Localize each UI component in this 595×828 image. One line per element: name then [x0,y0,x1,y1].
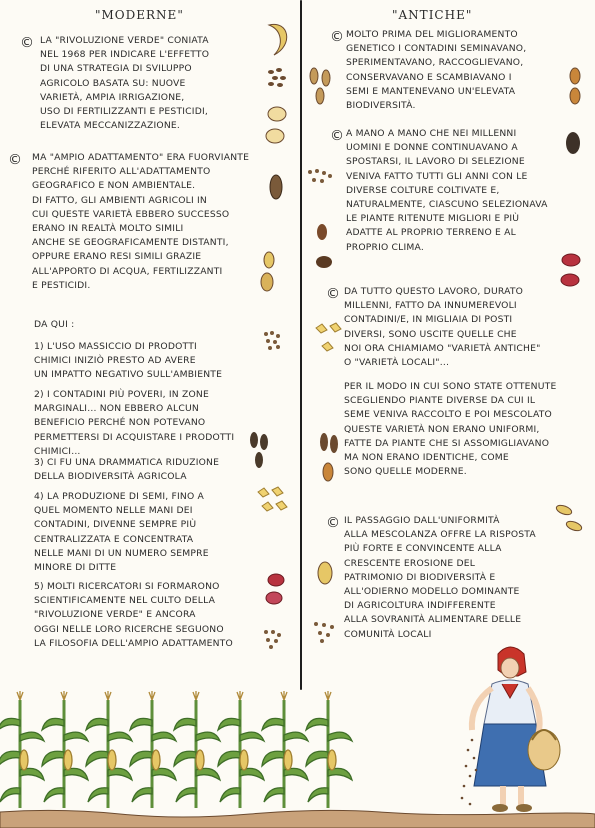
seed-icon [256,250,282,296]
antiche-paragraph-4: PER IL MODO IN CUI SONO STATE OTTENUTE SCEGLIENDO PIANTE DIVERSE DA CUI IL SEME VENIVA RACCOLTO E POI MESCOLATO QUESTE VARIETÀ NON ERANO UNIFORMI, FATTE DA PIANTE CHE SI ASSOMIGLIAVANO MA NON ERANO IDENTICHE, COME SONO QUELLE MODERNE. [344,381,557,478]
antiche-paragraph-2: A MANO A MANO CHE NEI MILLENNI UOMINI E DONNE CONTINUAVANO A SPOSTARSI, IL LAVORO DI SELEZIONE VENIVA FATTO TUTTI GLI ANNI CON LE DIVERSE COLTURE COLTIVATE E, NATURALMENTE, CIASCUNO SELEZIONAVA LE PIANTE RITENUTE MIGLIORI E PIÙ ADATTE AL PROPRIO TERRENO E AL PROPRIO CLIMA. [346,128,548,253]
list-item: 1) L'USO MASSICCIO DI PRODOTTI CHIMICI INIZIÒ PRESTO AD AVERE UN IMPATTO NEGATIVO SULL'AMBIENTE [34,341,223,381]
seed-icon [262,170,290,204]
seed-icon [314,430,344,490]
bullet-icon: © [20,35,34,51]
seed-icon [262,628,284,650]
antiche-paragraph-3: DA TUTTO QUESTO LAVORO, DURATO MILLENNI, FATTO DA INNUMEREVOLI CONTADINI/E, IN MIGLIAIA DI POSTI DIVERSI, SONO USCITE QUELLE CHE NOI ORA CHIAMIAMO "VARIETÀ ANTICHE" O "VARIETÀ LOCALI"... [344,286,541,369]
list-item: 4) LA PRODUZIONE DI SEMI, FINO A QUEL MOMENTO NELLE MANI DEI CONTADINI, DIVENNE SEMPRE PIÙ CENTRALIZZATA E CONCENTRATA NELLE MANI DI UN NUMERO SEMPRE MINORE DI DITTE [34,491,209,574]
corn-plants [0,690,380,820]
seed-icon [244,430,274,474]
seed-drawings-left [264,20,294,60]
woman-sowing-seeds [440,640,590,820]
corn-kernel-icon [312,320,344,360]
corn-kernel-icon [254,484,290,520]
moderne-paragraph-2: MA "AMPIO ADATTAMENTO" ERA FUORVIANTE PERCHÉ RIFERITO ALL'ADATTAMENTO GEOGRAFICO E NON AMBIENTALE. DI FATTO, GLI AMBIENTI AGRICOLI IN CUI QUESTE VARIETÀ EBBERO SUCCESSO ERANO IN REALTÀ MOLTO SIMILI ANCHE SE GEOGRAFICAMENTE DISTANTI, OPPURE ERANO RESI SIMILI GRAZIE ALL'APPORTO DI ACQUA, FERTILIZZANTI E PESTICIDI. [32,152,250,291]
seed-icon [560,66,590,106]
seed-icon [262,330,284,352]
seed-icon [552,500,588,540]
moderne-title: "MODERNE" [95,8,184,22]
antiche-paragraph-5: IL PASSAGGIO DALL'UNIFORMITÀ ALLA MESCOLANZA OFFRE LA RISPOSTA PIÙ FORTE E CONVINCENTE ALLA CRESCENTE EROSIONE DEL PATRIMONIO DI BIODIVERSITÀ E ALL'ODIERNO MODELLO DOMINANTE DI AGRICOLTURA INDIFFERENTE ALLA SOVRANITÀ ALIMENTARE DELLE COMUNITÀ LOCALI [344,515,536,640]
bullet-icon: © [8,152,22,168]
seed-icon [266,66,290,90]
da-qui-label: DA QUI : [34,319,75,330]
antiche-paragraph-1: MOLTO PRIMA DEL MIGLIORAMENTO GENETICO I CONTADINI SEMINAVANO, SPERIMENTAVANO, RACCOGLIEVANO, CONSERVAVANO E SCAMBIAVANO I SEMI E MANTENEVANO UN'ELEVATA BIODIVERSITÀ. [346,29,527,112]
ground [0,806,595,828]
list-item: 2) I CONTADINI PIÙ POVERI, IN ZONE MARGINALI... NON EBBERO ALCUN BENEFICIO PERCHÉ NON POTEVANO PERMETTERSI DI ACQUISTARE I PRODOTTI CHIMICI... [34,389,235,457]
bullet-icon: © [330,128,344,144]
bean-icon [556,250,586,290]
list-item: 5) MOLTI RICERCATORI SI FORMARONO SCIENTIFICAMENTE NEL CULTO DELLA "RIVOLUZIONE VERDE" E ANCORA OGGI NELLE LORO RICERCHE SEGUONO LA FILOSOFIA DELL'AMPIO ADATTAMENTO [34,581,233,649]
column-divider [300,0,302,690]
bullet-icon: © [330,29,344,45]
bullet-icon: © [326,515,340,531]
seed-icon [306,66,336,106]
antiche-title: "ANTICHE" [392,8,473,22]
seed-icon [312,220,342,280]
bullet-icon: © [326,286,340,302]
bean-icon [262,570,290,610]
seed-icon [306,168,334,188]
seed-icon [560,130,586,156]
seed-icon [312,620,338,646]
list-item: 3) CI FU UNA DRAMMATICA RIDUZIONE DELLA BIODIVERSITÀ AGRICOLA [34,457,220,483]
seed-icon [312,560,338,586]
bean-icon [262,102,292,152]
moderne-paragraph-1: LA "RIVOLUZIONE VERDE" CONIATA NEL 1968 PER INDICARE L'EFFETTO DI UNA STRATEGIA DI SVILUPPO AGRICOLO BASATA SU: NUOVE VARIETÀ, AMPIA IRRIGAZIONE, USO DI FERTILIZZANTI E PESTICIDI, ELEVATA MECCANIZZAZIONE. [40,35,210,132]
